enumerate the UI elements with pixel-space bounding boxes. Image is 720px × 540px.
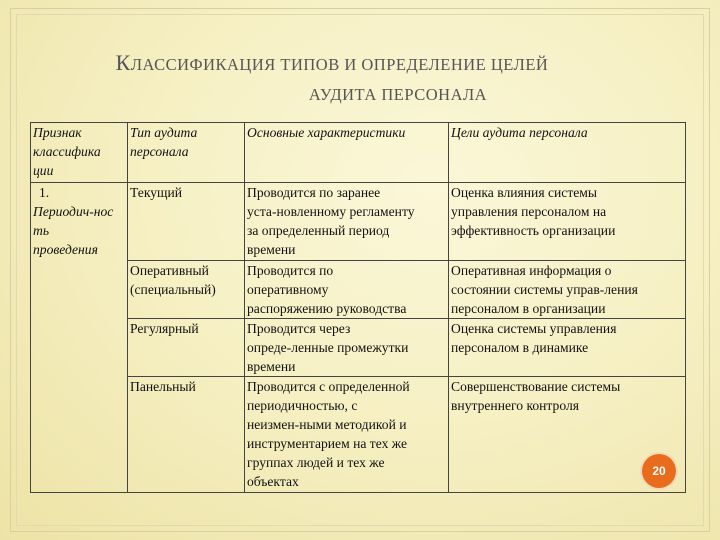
cell-line: эффективность организации [451,223,616,238]
criterion-line: 1. [39,185,50,200]
header-line: Тип аудита [130,125,198,140]
cell-line: управления персоналом на [451,204,607,219]
page-number-badge: 20 [642,454,676,488]
table-row [31,377,686,493]
cell-line: Оперативная информация о [451,263,612,278]
table-row [31,183,686,261]
cell-line: за определенный период [247,223,390,238]
characteristics-cell [245,183,449,261]
cell-line: персоналом в организации [451,301,606,316]
cell-line: объектах [247,474,299,489]
title-line1-text: ЛАССИФИКАЦИЯ ТИПОВ И ОПРЕДЕЛЕНИЕ ЦЕЛЕЙ [130,55,549,74]
goals-cell [449,319,686,377]
cell-line: времени [247,359,296,374]
audit-classification-table [30,122,686,493]
cell-line: Регулярный [130,321,199,336]
slide-title-line2: АУДИТА ПЕРСОНАЛА [308,85,488,104]
cell-line: Панельный [130,379,196,394]
cell-line: состоянии системы управ-ления [451,282,638,297]
header-line: классифика [33,144,101,159]
goals-cell [449,183,686,261]
cell-line: времени [247,242,296,257]
criterion-line: ть [33,223,50,238]
cell-line: Проводится с определенной [247,379,410,394]
characteristics-cell [245,377,449,493]
header-goals [449,123,686,183]
goals-cell [449,261,686,319]
cell-line: Оценка влияния системы [451,185,598,200]
cell-line: Текущий [130,185,183,200]
cell-line: инструментарием на тех же [247,436,408,451]
cell-line: Проводится по заранее [247,185,381,200]
cell-line: Оценка системы управления [451,321,617,336]
header-audit-type [128,123,245,183]
characteristics-cell [245,261,449,319]
table-row [31,261,686,319]
characteristics-cell [245,319,449,377]
table-row [31,319,686,377]
cell-line: (специальный) [130,282,216,297]
slide-title-line1 [0,50,692,76]
cell-line: периодичностью, с [247,398,358,413]
cell-line: персоналом в динамике [451,340,589,355]
criterion-line: Периодич-нос [33,204,114,219]
cell-line: неизмен-ными методикой и [247,417,407,432]
cell-line: группах людей и тех же [247,455,385,470]
table-header-row [31,123,686,183]
cell-line: оперативному [247,282,329,297]
criterion-line: проведения [33,242,98,257]
cell-line: Проводится через [247,321,351,336]
type-cell [128,377,245,493]
header-characteristics [245,123,449,183]
header-line: Признак [33,125,82,140]
header-line: персонала [130,144,189,159]
cell-line: опреде-ленные промежутки [247,340,409,355]
cell-line: Оперативный [130,263,209,278]
header-line: Основные характеристики [247,125,406,140]
cell-line: Проводится по [247,263,334,278]
cell-line: распоряжению руководства [247,301,407,316]
criterion-cell [31,183,128,493]
type-cell [128,319,245,377]
header-line: ции [33,163,54,178]
title-initial-cap: К [115,50,131,75]
header-criterion [31,123,128,183]
type-cell [128,261,245,319]
cell-line: уста-новленному регламенту [247,204,415,219]
header-line: Цели аудита персонала [451,125,588,140]
cell-line: Совершенствование системы [451,379,621,394]
type-cell [128,183,245,261]
cell-line: внутреннего контроля [451,398,579,413]
